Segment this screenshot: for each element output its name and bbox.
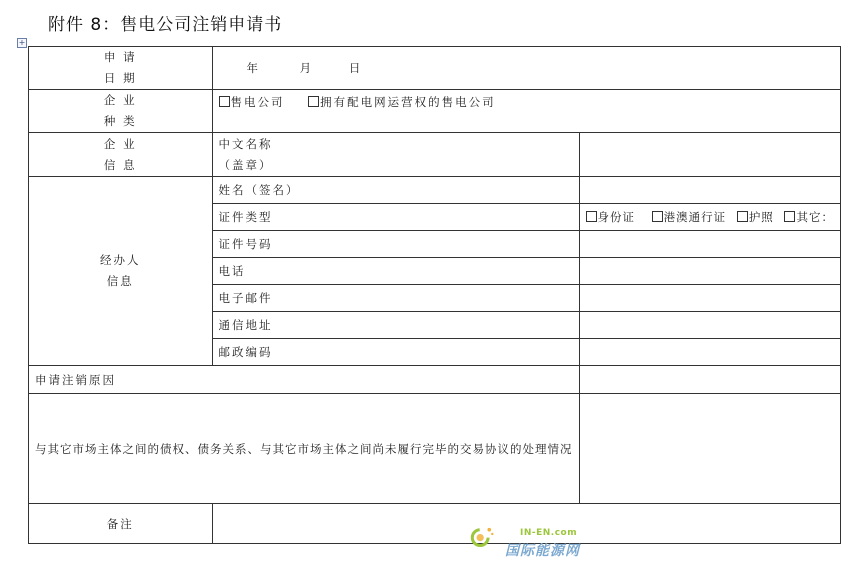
agent-name-label: 姓名（签名） — [212, 177, 579, 204]
remarks-label: 备注 — [29, 504, 213, 544]
postcode-label: 邮政编码 — [212, 339, 579, 366]
checkbox-icon[interactable] — [737, 211, 748, 222]
id-type-option-other[interactable] — [784, 209, 834, 225]
table-anchor-icon[interactable]: + — [18, 38, 26, 47]
agent-info-label — [29, 177, 213, 366]
checkbox-icon[interactable] — [308, 96, 319, 107]
id-type-label: 证件类型 — [212, 204, 579, 231]
row-apply-date — [29, 47, 841, 90]
apply-date-field[interactable] — [212, 47, 840, 90]
company-type-field — [212, 90, 840, 133]
apply-date-label-text: 申 请 日 期 — [103, 50, 137, 85]
id-type-option-idcard[interactable] — [586, 209, 636, 225]
date-month: 月 — [299, 61, 314, 75]
id-type-option-passport[interactable] — [737, 209, 774, 225]
company-type-option-retail[interactable] — [219, 94, 285, 110]
cancel-reason-label: 申请注销原因 — [29, 366, 580, 394]
cancellation-form-table — [28, 46, 841, 544]
row-company-info — [29, 133, 841, 177]
debt-handling-label: 与其它市场主体之间的债权、债务关系、与其它市场主体之间尚未履行完毕的交易协议的处理情况 — [29, 394, 580, 504]
date-day: 日 — [348, 61, 363, 75]
id-type-option-label: 港澳通行证 — [663, 210, 727, 224]
agent-name-field[interactable] — [579, 177, 840, 204]
email-label: 电子邮件 — [212, 285, 579, 312]
address-field[interactable] — [579, 312, 840, 339]
checkbox-icon[interactable] — [219, 96, 230, 107]
row-company-type — [29, 90, 841, 133]
company-type-label-text: 企 业 种 类 — [103, 93, 137, 128]
chinese-name-label-text: 中文名称 （盖章） — [218, 136, 273, 172]
checkbox-icon[interactable] — [652, 211, 663, 222]
row-debt-handling — [29, 394, 841, 504]
apply-date-label — [29, 47, 213, 90]
phone-label: 电话 — [212, 258, 579, 285]
date-year: 年 — [246, 61, 260, 75]
chinese-name-field[interactable] — [579, 133, 840, 177]
id-number-label: 证件号码 — [212, 231, 579, 258]
row-agent-name — [29, 177, 841, 204]
checkbox-icon[interactable] — [784, 211, 795, 222]
checkbox-icon[interactable] — [586, 211, 597, 222]
company-info-label-text: 企 业 信 息 — [103, 136, 137, 172]
company-type-option-label: 拥有配电网运营权的售电公司 — [320, 95, 496, 109]
id-type-option-label: 身份证 — [597, 210, 635, 224]
agent-info-label-text: 经办人 信息 — [100, 253, 141, 288]
company-type-option-distribution[interactable] — [308, 94, 496, 110]
document-title: 附件 8：售电公司注销申请书 — [48, 15, 283, 35]
company-type-option-label: 售电公司 — [230, 95, 285, 109]
postcode-field[interactable] — [579, 339, 840, 366]
watermark-domain: IN-EN.com — [520, 528, 578, 538]
watermark-site-name: 国际能源网 — [505, 543, 580, 559]
cancel-reason-field[interactable] — [579, 366, 840, 394]
id-type-option-hk-macau[interactable] — [652, 209, 727, 225]
row-cancel-reason — [29, 366, 841, 394]
phone-field[interactable] — [579, 258, 840, 285]
company-info-label — [29, 133, 213, 177]
id-type-field — [579, 204, 840, 231]
address-label: 通信地址 — [212, 312, 579, 339]
chinese-name-label — [212, 133, 579, 177]
id-type-option-label: 护照 — [748, 210, 774, 224]
debt-handling-field[interactable] — [579, 394, 840, 504]
email-field[interactable] — [579, 285, 840, 312]
row-remarks — [29, 504, 841, 544]
id-type-option-label: 其它： — [796, 210, 834, 224]
company-type-label — [29, 90, 213, 133]
id-number-field[interactable] — [579, 231, 840, 258]
